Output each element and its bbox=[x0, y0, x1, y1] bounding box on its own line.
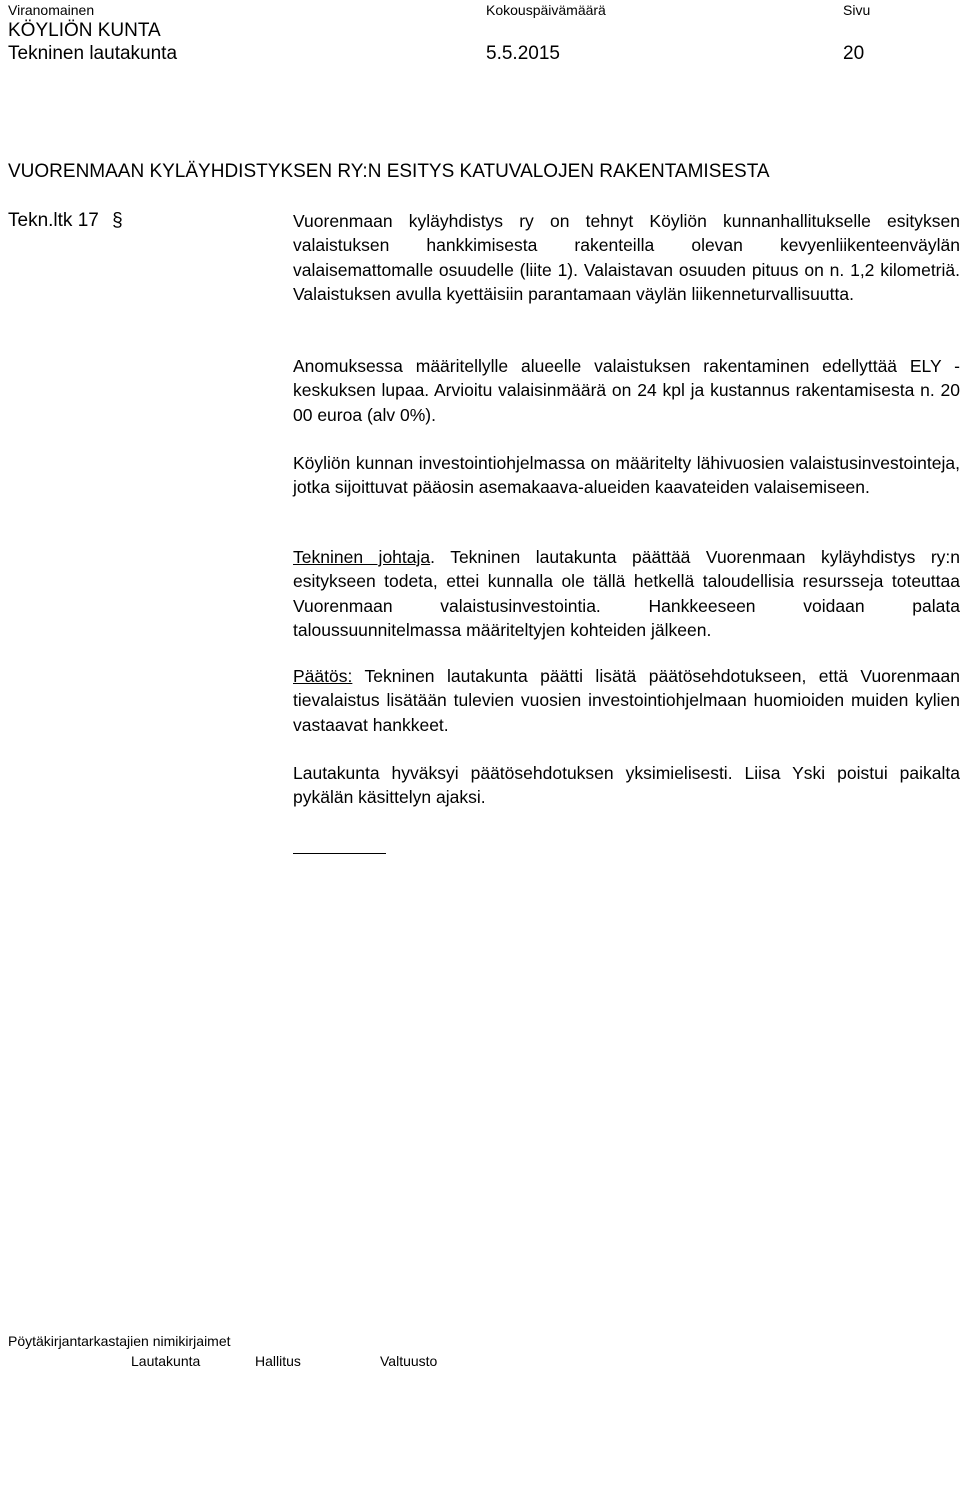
authority-name: KÖYLIÖN KUNTA bbox=[8, 20, 161, 41]
authority-label: Viranomainen bbox=[8, 2, 95, 18]
section-symbol: § bbox=[112, 210, 123, 231]
footer-col-council: Valtuusto bbox=[380, 1353, 438, 1369]
proposal-text: . Tekninen lautakunta päättää Vuorenmaan kyläyhdistys ry:n esitykseen todeta, ettei kunnalla ole tällä hetkellä taloudellisia resursseja toteuttaa Vuorenmaan valaistusinvestointia. Hankkeeseen voidaan palata taloussuunnitelmassa määriteltyjen kohteiden jälkeen. bbox=[293, 547, 960, 640]
footer-label: Pöytäkirjantarkastajien nimikirjaimet bbox=[8, 1333, 231, 1349]
page-label: Sivu bbox=[843, 2, 871, 18]
footer-col-board: Hallitus bbox=[255, 1353, 301, 1369]
meeting-date: 5.5.2015 bbox=[486, 43, 560, 64]
paragraph-proposal bbox=[293, 545, 960, 642]
paragraph-investment: Köyliön kunnan investointiohjelmassa on määritelty lähivuosien valaistusinvestointeja, jotka sijoittuvat pääosin asemakaava-alueiden kaavateiden valaisemiseen. bbox=[293, 453, 960, 498]
paragraph-permit: Anomuksessa määritellylle alueelle valaistuksen rakentaminen edellyttää ELY -keskuksen lupaa. Arvioitu valaisinmäärä on 24 kpl ja kustannus rakentamisesta n. 20 00 euroa (alv 0%). bbox=[293, 356, 960, 425]
meeting-date-label: Kokouspäivämäärä bbox=[486, 2, 606, 18]
proposal-label: Tekninen johtaja bbox=[293, 547, 431, 567]
committee-name: Tekninen lautakunta bbox=[8, 43, 178, 64]
paragraph-background: Vuorenmaan kyläyhdistys ry on tehnyt Köyliön kunnanhallitukselle esityksen valaistuksen hankkimisesta rakenteilla olevan kevyenliikenteenväylän valaisemattomalle osuudelle (liite 1). Valaistavan osuuden pituus on n. 1,2 kilometriä. Valaistuksen avulla kyettäisiin parantamaan väylän liikenneturvallisuutta. bbox=[293, 211, 960, 304]
end-rule bbox=[293, 853, 386, 854]
section-ref bbox=[8, 210, 123, 232]
decision-label: Päätös: bbox=[293, 666, 353, 686]
decision-text: Tekninen lautakunta päätti lisätä päätösehdotukseen, että Vuorenmaan tievalaistus lisätään tulevien vuosien investointiohjelmaan huomioiden muiden kylien vastaavat hankkeet. bbox=[293, 666, 960, 735]
paragraph-decision bbox=[293, 664, 960, 737]
section-ref-text: Tekn.ltk 17 bbox=[8, 210, 99, 231]
section-title: VUORENMAAN KYLÄYHDISTYKSEN RY:N ESITYS KATUVALOJEN RAKENTAMISESTA bbox=[8, 161, 770, 182]
paragraph-closing: Lautakunta hyväksyi päätösehdotuksen yksimielisesti. Liisa Yski poistui paikalta pykälän käsittelyn ajaksi. bbox=[293, 763, 960, 808]
page-number: 20 bbox=[843, 43, 865, 64]
footer-col-committee: Lautakunta bbox=[131, 1353, 201, 1369]
